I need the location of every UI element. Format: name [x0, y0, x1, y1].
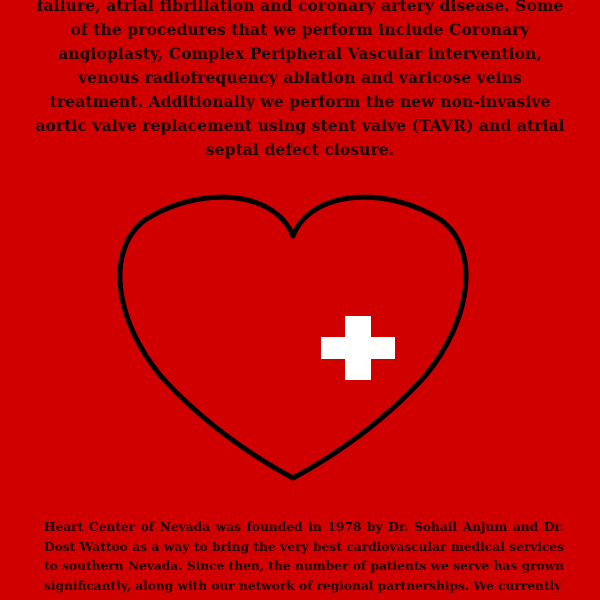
heart-graphic	[110, 180, 480, 490]
medical-cross-icon	[321, 316, 395, 380]
heart-outline	[120, 197, 466, 478]
heart-outline-icon	[110, 180, 480, 490]
about-paragraph: Heart Center of Nevada was founded in 1978 by Dr. Sohail Anjum and Dr. Dost Wattoo as a way to bring the very best cardiovascular medical services to southern Nevada. Since then, the number of patients we serve has grown significantly, along with our network of regional partnerships. We currently	[44, 520, 564, 593]
services-paragraph: failure, atrial fibrillation and coronary artery disease. Some of the procedures that we perform include Coronary angioplasty, Complex Peripheral Vascular intervention, venous radiofrequency ablation and varicose veins treatment. Additionally we perform the new non-invasive aortic valve replacement using stent valve (TAVR) and atrial septal defect closure.	[35, 0, 565, 159]
